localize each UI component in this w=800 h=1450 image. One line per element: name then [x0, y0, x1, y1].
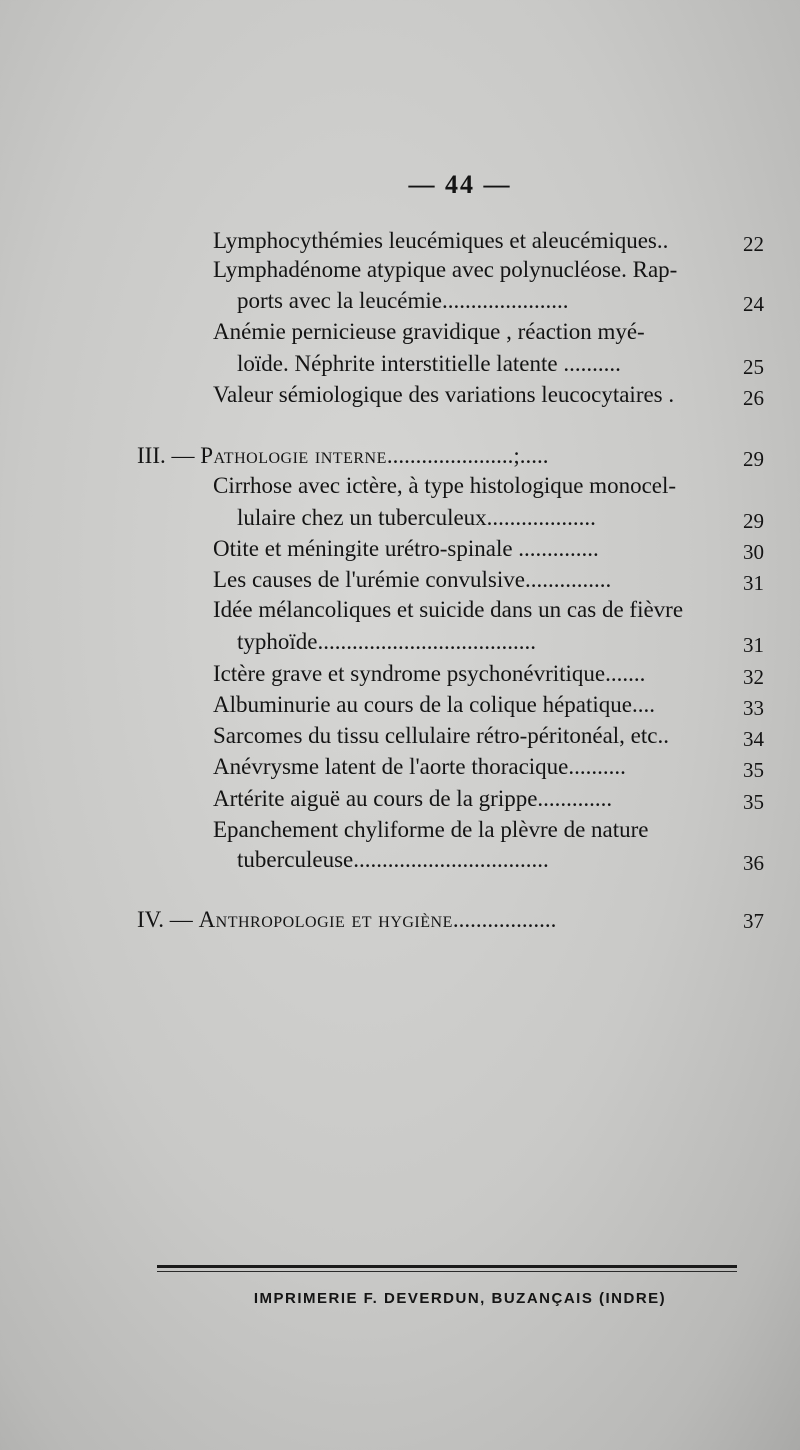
toc-page-number: 37	[743, 909, 764, 933]
section-numeral: III. —	[137, 443, 201, 468]
toc-page-number: 36	[743, 851, 764, 875]
toc-entry: Sarcomes du tissu cellulaire rétro-péritonéal, etc..	[213, 723, 669, 748]
toc-page-number: 34	[743, 727, 764, 751]
toc-page-number: 33	[743, 696, 764, 720]
toc-page-number: 29	[743, 447, 764, 471]
section-title: Pathologie interne	[200, 443, 387, 468]
toc-page-number: 30	[743, 540, 764, 564]
imprint-rule	[157, 1265, 737, 1268]
toc-page-number: 35	[743, 758, 764, 782]
leader-dots: ......................;.....	[386, 443, 549, 468]
toc-page-number: 26	[743, 386, 764, 410]
toc-entry: Ictère grave et syndrome psychonévritique.......	[213, 661, 646, 686]
leader-dots: ..................	[452, 907, 557, 932]
toc-entry: Artérite aiguë au cours de la grippe.............	[213, 786, 613, 811]
toc-entry: Les causes de l'urémie convulsive...............	[213, 567, 612, 592]
toc-entry: Epanchement chyliforme de la plèvre de nature	[213, 817, 649, 842]
toc-entry-continuation: lulaire chez un tuberculeux...................	[237, 505, 596, 530]
toc-page-number: 24	[743, 292, 764, 316]
toc-entry-continuation: ports avec la leucémie......................	[237, 288, 569, 313]
toc-entry: Idée mélancoliques et suicide dans un cas de fièvre	[213, 597, 684, 622]
toc-entry: Albuminurie au cours de la colique hépatique....	[213, 692, 655, 717]
toc-entry: Cirrhose avec ictère, à type histologique monocel-	[213, 473, 677, 498]
toc-page-number: 32	[743, 665, 764, 689]
toc-page-number: 25	[743, 355, 764, 379]
toc-entry: Otite et méningite urétro-spinale ..............	[213, 536, 599, 561]
toc-page-number: 31	[743, 571, 764, 595]
toc-entry-continuation: typhoïde......................................	[237, 629, 536, 654]
imprint-rule-thin	[157, 1271, 737, 1272]
page-number: — 44 —	[408, 170, 512, 199]
toc-entry-continuation: tuberculeuse..................................	[237, 847, 549, 872]
toc-entry: Anévrysme latent de l'aorte thoracique..........	[213, 754, 626, 779]
toc-section-heading	[137, 442, 549, 470]
toc-page-number: 29	[743, 509, 764, 533]
toc-entry: Anémie pernicieuse gravidique , réaction myé-	[213, 319, 645, 344]
printer-imprint: IMPRIMERIE F. DEVERDUN, BUZANÇAIS (INDRE)	[253, 1290, 667, 1307]
toc-entry: Lymphocythémies leucémiques et aleucémiques..	[213, 228, 669, 253]
toc-page-number: 22	[743, 232, 764, 256]
toc-entry: Lymphadénome atypique avec polynucléose. Rap-	[213, 257, 678, 282]
section-title: Anthropologie et hygiène	[198, 907, 453, 932]
toc-section-heading	[137, 906, 556, 934]
toc-page-number: 35	[743, 790, 764, 814]
toc-page-number: 31	[743, 633, 764, 657]
toc-entry: Valeur sémiologique des variations leucocytaires .	[213, 382, 675, 407]
toc-entry-continuation: loïde. Néphrite interstitielle latente ..........	[237, 351, 621, 376]
section-numeral: IV. —	[137, 907, 199, 932]
